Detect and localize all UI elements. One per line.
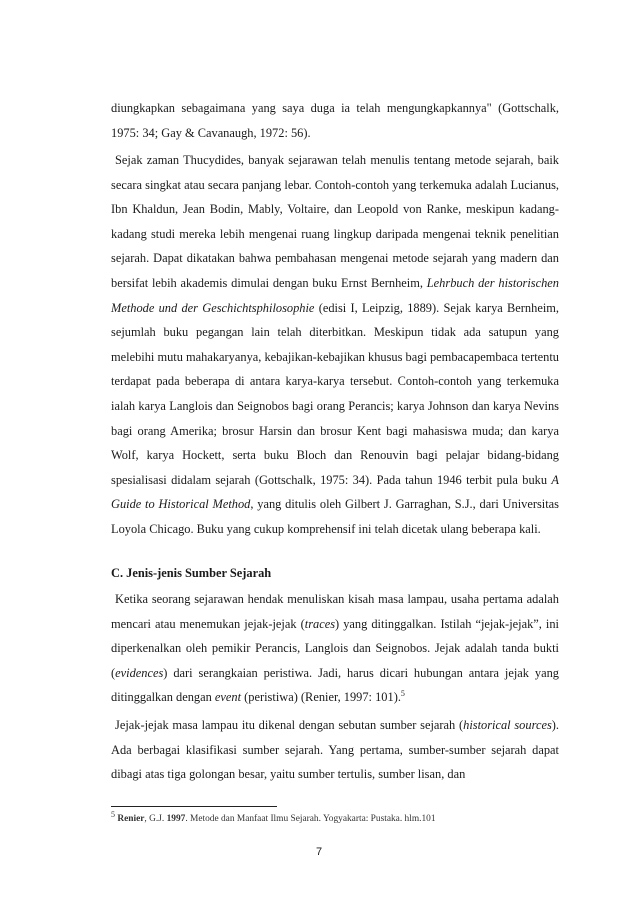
book-title-bernheim: Lehrbuch der historischen Methode und der Geschichtsphilosophie: [111, 275, 559, 315]
footnote-marker: 5: [111, 809, 115, 819]
paragraph-continued: [111, 96, 559, 145]
footnote-divider: [111, 806, 277, 807]
term-historical-sources: historical sources: [463, 718, 552, 732]
footnote-year: 1997: [166, 814, 186, 824]
para4-text-b: ). Ada berbagai klasifikasi sumber sejarah. Yang pertama, sumber-sumber sejarah dapat dibagi atas tiga golongan besar, yaitu sumber tertulis, sumber lisan, dan: [111, 718, 559, 782]
term-traces: traces: [304, 616, 336, 631]
para3-text-b: ) yang ditinggalkan. Istilah “jejak-jejak”, ini diperkenalkan oleh pemikir Perancis, Langlois dan Seignobos. Jejak adalah tanda bukti (: [111, 616, 560, 680]
section-heading-text: C. Jenis-jenis Sumber Sejarah: [111, 566, 272, 580]
para2-text-a: Sejak zaman Thucydides, banyak sejarawan telah menulis tentang metode sejarah, baik secara singkat atau secara panjang lebar. Contoh-contoh yang terkemuka adalah Lucianus, Ibn Khaldun, Jean Bodin, Mably, Voltaire, dan Leopold von Ranke, meskipun kadang-kadang studi mereka lebih mengenai ruang lingkup daripada mengenai teknik penelitian sejarah. Dapat dikatakan bahwa pembahasan mengenai metode sejarah yang madern dan bersifat lebih akademis dimulai dengan buku Ernst Bernheim,: [111, 153, 559, 290]
para2-text-b: (edisi I, Leipzig, 1889). Sejak karya Bernheim, sejumlah buku pegangan lain telah diterbitkan. Meskipun tidak ada satupun yang melebihi mutu mahakaryanya, kebajikan-kebajikan khusus bagi pembacapembaca tertentu terdapat pada beberapa di antara karya-karya tersebut. Contoh-contoh yang terkemuka ialah karya Langlois dan Seignobos bagi orang Perancis; karya Johnson dan karya Nevins bagi orang Amerika; brosur Harsin dan brosur Kent bagi mahasiswa muda; dan karya Wolf, karya Hockett, serta buku Bloch dan Renouvin bagi pelajar bidang-bidang spesialisasi didalam sejarah (Gottschalk, 1975: 34). Pada tahun 1946 terbit pula buku: [111, 300, 559, 487]
footnote-author: Renier: [117, 814, 145, 824]
footnote-reference[interactable]: 5: [400, 689, 405, 699]
page-number: 7: [315, 846, 323, 858]
para3-text-c: ) dari serangkaian peristiwa. Jadi, harus dicari hubungan antara jejak yang ditinggalkan dengan: [111, 665, 559, 705]
section-heading: [111, 561, 559, 586]
paragraph-4: [111, 713, 559, 787]
footnote-citation: . Metode dan Manfaat Ilmu Sejarah. Yogyakarta: Pustaka. hlm.101: [185, 814, 436, 824]
paragraph-1: diungkapkan sebagaimana yang saya duga ia telah mengungkapkannya" (Gottschalk, 1975: 34; Gay & Cavanaugh, 1972: 56).: [111, 101, 559, 140]
term-evidences: evidences: [115, 665, 164, 680]
para2-text-c: , yang ditulis oleh Gilbert J. Garraghan, S.J., dari Universitas Loyola Chicago. Buku yang cukup komprehensif ini telah dicetak ulang beberapa kali.: [111, 497, 559, 536]
term-event: event: [214, 690, 242, 705]
para3-text-a: Ketika seorang sejarawan hendak menuliskan kisah masa lampau, usaha pertama adalah mencari atau menemukan jejak-jejak (: [111, 592, 559, 631]
paragraph-3: [111, 587, 559, 710]
para4-text-a: Jejak-jejak masa lampau itu dikenal dengan sebutan sumber sejarah (: [115, 718, 464, 732]
book-title-garraghan: A Guide to Historical Method: [111, 472, 559, 512]
footnote: [111, 809, 571, 826]
footnote-initials: , G.J.: [144, 814, 167, 824]
para3-text-d: (peristiwa) (Renier, 1997: 101).: [241, 690, 401, 705]
paragraph-2: [111, 148, 559, 542]
